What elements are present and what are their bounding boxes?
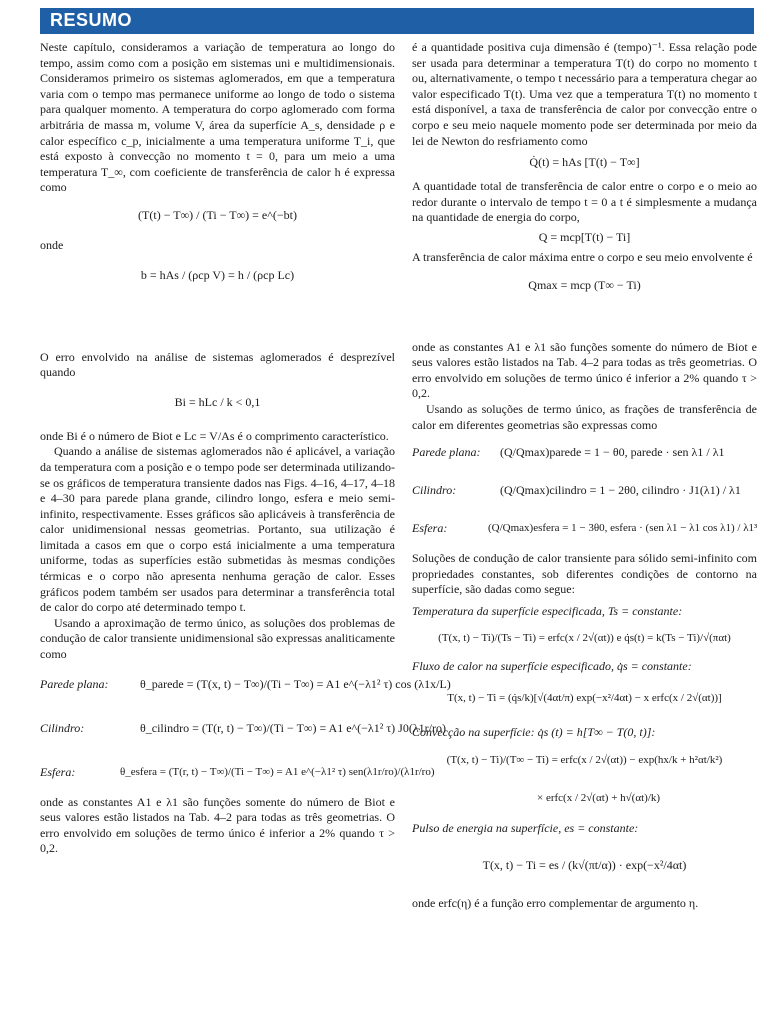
- right-column: [412, 40, 757, 912]
- constants-paragraph-right: onde as constantes A1 e λ1 são funções somente do número de Biot e seus valores estão listados na Tab. 4–2 para todas as três geometrias. O erro envolvido em soluções de termo único é inferior a 2% quando τ > 0,2.: [412, 339, 757, 401]
- total-heat-paragraph: A quantidade total de transferência de calor entre o corpo e o meio ao redor durante o intervalo de tempo t = 0 a t é simplesmente a mudança na quantidade de energia do corpo,: [412, 179, 757, 225]
- plane-wall-equation: Parede plana: θ_parede = (T(x, t) − T∞)/(Ti − T∞) = A1 e^(−λ1² τ) cos (λ1x/L): [40, 676, 451, 691]
- erfc-definition: onde erfc(η) é a função erro complementar de argumento η.: [412, 896, 699, 911]
- time-dimension-paragraph: é a quantidade positiva cuja dimensão é (tempo)⁻¹. Essa relação pode ser usada para determinar a temperatura T(t) do corpo no momento t ou, alternativamente, o tempo t necessário para a temperatura chegar ao valor especificado T(t). Uma vez que a temperatura T(t) no momento t está disponível, a taxa de transferência de calor por convecção entre o corpo e seu meio naquele momento pode ser determinada por meio da lei de Newton do resfriamento como: [412, 40, 757, 148]
- sphere-fraction: Esfera: (Q/Qmax)esfera = 1 − 3θ0, esfera · (sen λ1 − λ1 cos λ1) / λ1³: [412, 521, 758, 536]
- energy-pulse-equation: T(x, t) − Ti = es / (k√(πt/α)) · exp(−x²/4αt): [482, 858, 687, 873]
- semi-infinite-paragraph: Soluções de condução de calor transiente para sólido semi-infinito com propriedades constantes, sob diferentes condições de contorno na superfície, são dadas como segue:: [412, 551, 757, 597]
- biot-equation: Bi = hLc / k < 0,1: [174, 394, 261, 409]
- cylinder-equation: Cilindro: θ_cilindro = (T(r, t) − T∞)/(Ti − T∞) = A1 e^(−λ1² τ) J0(λ1r/ro): [40, 720, 446, 735]
- specified-temp-equation: (T(x, t) − Ti)/(Ts − Ti) = erfc(x / 2√(αt)) e q̇s(t) = k(Ts − Ti)/√(παt): [438, 632, 731, 645]
- specified-flux-equation: T(x, t) − Ti = (q̇s/k)[√(4αt/π) exp(−x²/4αt) − x erfc(x / 2√(αt))]: [447, 692, 722, 705]
- specified-flux-heading: Fluxo de calor na superfície especificado, q̇s = constante:: [412, 659, 692, 674]
- biot-definition-paragraph: onde Bi é o número de Biot e Lc = V/As é o comprimento característico.: [40, 428, 389, 443]
- convection-equation-line2: × erfc(x / 2√(αt) + h√(αt)/k): [537, 791, 661, 804]
- convection-equation-line1: (T(x, t) − Ti)/(T∞ − Ti) = erfc(x / 2√(αt)) − exp(hx/k + h²αt/k²): [446, 753, 723, 766]
- fractions-paragraph: Usando as soluções de termo único, as frações de transferência de calor em diferentes geometrias são expressas como: [412, 401, 757, 432]
- convection-heading: Convecção na superfície: q̇s (t) = h[T∞ − T(0, t)]:: [412, 725, 656, 740]
- lumped-error-paragraph: O erro envolvido na análise de sistemas aglomerados é desprezível quando: [40, 349, 395, 380]
- sphere-equation: Esfera: θ_esfera = (T(r, t) − T∞)/(Ti − T∞) = A1 e^(−λ1² τ) sen(λ1r/ro)/(λ1r/ro): [40, 764, 435, 779]
- left-column: [40, 40, 451, 857]
- transient-charts-paragraph: Quando a análise de sistemas aglomerados não é aplicável, a variação da temperatura com a posição e o tempo pode ser determinada utilizando-se os gráficos de temperatura transiente dados nas Figs. 4–16, 4–17, 4–18 e 4–30 para parede plana grande, cilindro longo, esfera e meio semi-infinito, respectivamente. Esses gráficos são aplicáveis à transferência de calor unidimensional nessas geometrias. Portanto, sua utilização é limitada a casos em que o corpo está inicialmente a uma temperatura uniforme, todas as superfícies estão submetidas às mesmas condições térmicas e o corpo não apresenta nenhuma geração de calor. Esses gráficos podem também ser usados para determinar a transferência total de calor do corpo até determinado tempo t.: [40, 444, 395, 615]
- total-heat-equation: Q = mcp[T(t) − Ti]: [538, 229, 631, 244]
- energy-pulse-heading: Pulso de energia na superfície, es = constante:: [412, 820, 639, 835]
- cylinder-fraction: Cilindro: (Q/Qmax)cilindro = 1 − 2θ0, cilindro · J1(λ1) / λ1: [412, 483, 741, 498]
- plane-wall-fraction: Parede plana: (Q/Qmax)parede = 1 − θ0, parede · sen λ1 / λ1: [412, 445, 725, 460]
- section-header-bar: [40, 8, 754, 34]
- section-title: RESUMO: [50, 10, 133, 30]
- newton-cooling-equation: Q̇(t) = hAs [T(t) − T∞]: [529, 155, 640, 170]
- b-equation: b = hAs / (ρcp V) = h / (ρcp Lc): [140, 267, 295, 282]
- constants-paragraph-left: onde as constantes A1 e λ1 são funções somente do número de Biot e seus valores estão listados na Tab. 4–2 para todas as três geometrias. O erro envolvido em soluções de termo único é inferior a 2% quando τ > 0,2.: [40, 794, 395, 856]
- lumped-temperature-equation: (T(t) − T∞) / (Ti − T∞) = e^(−bt): [138, 207, 297, 222]
- intro-paragraph: Neste capítulo, consideramos a variação de temperatura ao longo do tempo, assim como com a posição em sistemas uni e multidimensionais. Consideramos primeiro os sistemas aglomerados, em que a temperatura varia com o tempo mas permanece uniforme ao longo de todo o sistema para qualquer momento. A temperatura do corpo aglomerado com forma arbitrária de massa m, volume V, área da superfície A_s, densidade ρ e calor específico c_p, inicialmente a uma temperatura uniforme T_i, que está exposto à convecção no momento t = 0, para um meio a uma temperatura T_∞, com coeficiente de transferência de calor h é expressa como: [40, 40, 395, 195]
- specified-surface-temp-heading: Temperatura da superfície especificada, Ts = constante:: [412, 603, 683, 618]
- one-term-paragraph: Usando a aproximação de termo único, as soluções dos problemas de condução de calor transiente unidimensional são expressas analiticamente como: [40, 615, 395, 662]
- onde-text: onde: [40, 237, 64, 252]
- max-heat-equation: Qmax = mcp (T∞ − Ti): [528, 277, 641, 292]
- max-heat-paragraph: A transferência de calor máxima entre o corpo e seu meio envolvente é: [412, 249, 753, 264]
